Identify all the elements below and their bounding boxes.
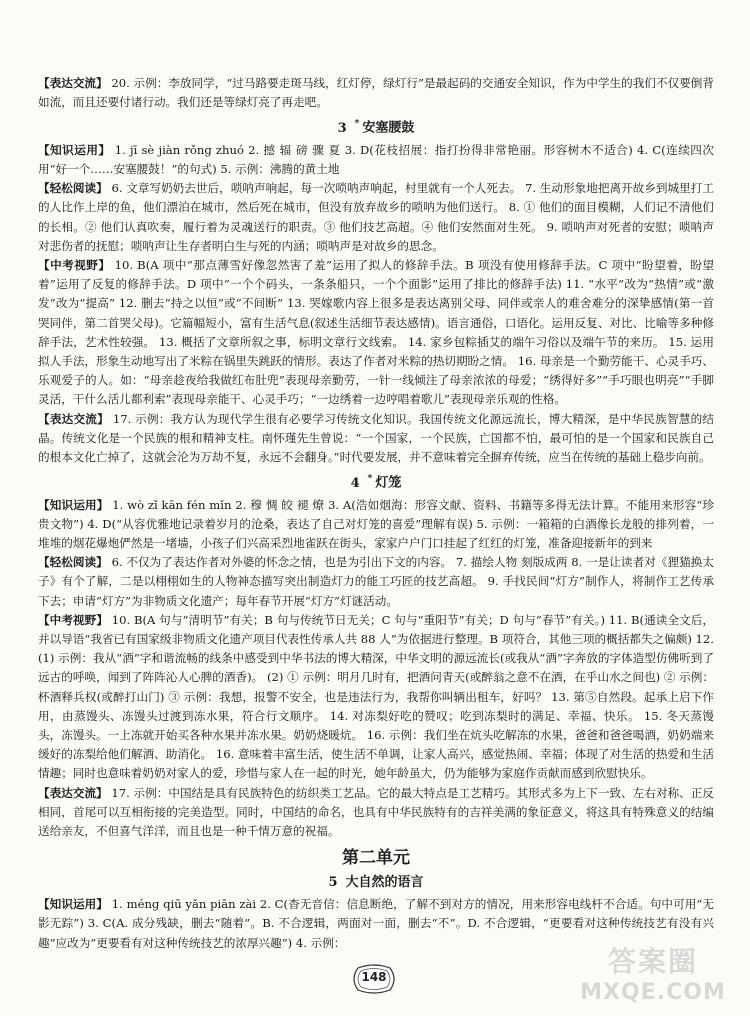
paragraph (38, 611, 714, 784)
lesson-title: 大自然的语言 (345, 875, 424, 891)
watermark-logo-text: 答案圈 (607, 945, 698, 978)
paragraph-text: 10. B(A 句与“清明节”有关；B 句与传统节日无关；C 句与“重阳节”有关；D 句与“春节”有关。) 11. B(通读全文后，并以导语“我省已有国家级非物质文化遗产项目代表性传承人共 88 人”为依据进行整理。B 项符合，其他三项的概括都失之偏颇) 12. (1) 示例：我从“酒”字和谐流畅的线条中感受到中华书法的博大精深，中华文明的源远流长(或我从“酒”字奔放的字体造型仿佛听到了远古的呼唤，闻到了阵阵沁人心脾的酒香)。 (2) ① 示例：明月几时有，把酒问青天(或醉翁之意不在酒，在乎山水之间也) ② 示例：杯酒释兵权(或醉打山门) ③ 示例：我想，报警不安全，也是违法行为，我帮你叫辆出租车，好吗？ 13. 第⑤自然段。起承上启下作用，由蒸馒头、冻馒头过渡到冻水果，符合行文顺序。 14. 对冻梨好吃的赞叹；吃到冻梨时的满足、幸福、快乐。 15. 冬天蒸馒头，冻馒头。一上冻就开始买各种水果并冻水果。奶奶烧暖炕。 16. 示例：我们坐在炕头吃解冻的水果，爸爸和爸爸喝酒，奶奶端来缓好的冻梨给他们解酒、助消化。 16. 意味着丰富生活，使生活不单调，让家人高兴，感觉热闹、幸福；体现了对生活的热爱和生活情趣；同时也意味着奶奶对家人的爱，珍惜与家人在一起的时光，她年龄虽大，仍为能够为家庭作贡献而感到欣慰快乐。 (38, 612, 714, 781)
lesson-title: 灯笼 (375, 475, 402, 491)
section-tag: 【知识运用】 (38, 497, 109, 512)
watermark (560, 940, 746, 1012)
page-number-text: 148 (361, 970, 387, 984)
paragraph-text: 6. 不仅为了表达作者对外婆的怀念之情，也是为引出下文的内容。 7. 描绘人物 刻版成两 8. 一是让读者对《狸猫换太子》有个了解，二是以栩栩如生的人物神态描写突出制造灯力的能工巧匠的技艺高超。 9. 手找民间“灯方”制作人，将制作工艺传承下去；申请“灯方”为非物质文化遗产；每年春节开展“灯方”灯谜活动。 (38, 555, 714, 608)
unit-title: 第二单元 (342, 848, 410, 869)
paragraph-text: 1. wò zǐ kān fén mǐn 2. 穆 惆 皎 褪 燎 3. A(浩如烟海：形容文献、资料、书籍等多得无法计算。不能用来形容“珍贵文物”) 4. D(“从容优雅地记录着岁月的沧桑，表达了自己对灯笼的喜爱”理解有误) 5. 示例：一箱箱的白酒像长龙般的排列着，一堆堆的烟花爆炮俨然是一堵墙，小孩子们兴高采烈地雀跃在街头，家家户户门口挂起了红红的灯笼，准备迎接新年的到来 (38, 497, 714, 550)
section-tag: 【表达交流】 (38, 785, 108, 800)
section-tag: 【轻松阅读】 (38, 555, 108, 570)
watermark-url: MXQE.COM (580, 980, 726, 1005)
lesson-number: 3 (337, 120, 347, 136)
section-tag: 【轻松阅读】 (38, 181, 108, 196)
section-tag: 【表达交流】 (38, 76, 108, 90)
paragraph (38, 496, 714, 554)
paragraph-text: 17. 示例：中国结是具有民族特色的纺织类工艺品。它的最大特点是工艺精巧。其形式多为上下一致、左右对称、正反相同，首尾可以互相衔接的完美造型。同时，中国结的命名，也具有中华民族特有的吉祥美满的象征意义，将这具有特殊意义的结编送给亲友，不但喜气洋洋，而且也是一种千情万意的祝福。 (38, 785, 714, 838)
paragraph (38, 553, 714, 611)
answer-content (38, 74, 714, 953)
paragraph-text: 6. 文章写奶奶去世后，唢呐声响起，每一次唢呐声响起，村里就有一个人死去。 7. 生动形象地把离开故乡到城里打工的人比作上岸的鱼，他们漂泊在城市，然后死在城市，但没有放弃故乡的唢呐为他们送行。 8. ① 他们的面目模糊，人们记不清他们的长相。② 他们认真吹奏，履行着为灵魂送行的职责。③ 他们技艺高超。④ 他们安然面对生死。 9. 唢呐声对死者的安慰；唢呐声对悲伤者的抚慰；唢呐声让生存者明白生与死的内涵；唢呐声是对故乡的思念。 (38, 181, 714, 253)
paragraph-text: 10. B(A 项中“那点薄雪好像忽然害了羞”运用了拟人的修辞手法。B 项没有使用修辞手法。C 项中“盼望着，盼望着”运用了反复的修辞手法。D 项中“一个个码头，一条条船只，一个个面影”运用了排比的修辞手法) 11. “水平”改为“热情”或“激发”改为“提高” 12. 删去“持之以恒”或“不间断” 13. 哭嫁歌内容上很多是表达离别父母、同伴或亲人的难舍难分的深挚感情(第一首哭同伴，第二首哭父母)。它篇幅短小，富有生活气息(叙述生活细节表达感情)。语言通俗，口语化。运用反复、对比、比喻等多种修辞手法，艺术性较强。 13. 概括了文章所叙之事，标明文章行文线索。 14. 家乡包粽插艾的端午习俗以及端午节的来历。 15. 运用拟人手法，形象生动地写出了米粽在锅里失跳跃的情形。表达了作者对米粽的热切期盼之情。 16. 母亲是一个勤劳能干、心灵手巧、乐观爱子的人。如：“母亲趁夜给我做红布肚兜”表现母亲勤劳，一针一线倾注了母亲浓浓的母爱；“绣得好多”“手巧眼也明亮”“手脚灵活，干什么活儿都利索”表现母亲能干、心灵手巧；“一边绣着一边哼唱着歌儿”表现母亲乐观的性格。 (38, 257, 714, 407)
paragraph-text: 1. jī sè jiàn rǒng zhuó 2. 撼 辐 磅 骤 夏 3. D(花枝招展：指打扮得非常艳丽。形容树木不适合) 4. C(连续四次用“好一个……安塞腰鼓！”的句式) 5. 示例：沸腾的黄土地 (38, 142, 714, 176)
paragraph (38, 179, 714, 256)
star-mark: * (354, 119, 360, 130)
paragraph-text: 20. 示例：李放同学，“过马路要走斑马线，红灯停，绿灯行”是最起码的交通安全知识，作为中学生的我们不仅要倒背如流，而且还要付诸行动。我们还是等绿灯亮了再走吧。 (38, 76, 714, 110)
paragraph (38, 141, 714, 179)
paragraph-text: 1. méng qiū yǎn piān zài 2. C(杳无音信：信息断绝，了解不到对方的情况，用来形容电线杆不合适。句中可用“无影无踪”) 3. C(A. 成分残缺，删去“随着”。B. 不合逻辑，两面对一面，删去“不”。D. 不合逻辑，“更要看对这种传统技艺有没有兴趣”应改为“更要看有对这种传统技艺的浓厚兴趣”) 4. 示例： (38, 897, 715, 950)
lesson-heading (38, 873, 714, 892)
lesson-heading (38, 115, 714, 137)
lesson-heading (38, 470, 714, 492)
section-tag: 【中考视野】 (38, 612, 109, 627)
section-tag: 【表达交流】 (38, 411, 109, 426)
lesson-number: 5 (328, 875, 338, 891)
page-number (352, 964, 396, 994)
paragraph (38, 784, 714, 842)
paragraph (38, 410, 714, 468)
star-mark: * (367, 474, 373, 485)
section-tag: 【知识运用】 (38, 142, 111, 157)
paragraph (38, 256, 714, 410)
section-tag: 【中考视野】 (38, 257, 111, 272)
section-tag: 【知识运用】 (38, 897, 108, 912)
lesson-title: 安塞腰鼓 (362, 120, 415, 136)
paragraph (38, 74, 714, 112)
lesson-number: 4 (350, 475, 360, 491)
paragraph-text: 17. 示例：我方认为现代学生很有必要学习传统文化知识。我国传统文化源远流长，博大精深，是中华民族智慧的结晶。传统文化是一个民族的根和精神支柱。南怀瑾先生曾说：“一个国家，一个民族，亡国都不怕，最可怕的是一个国家和民族自己的根本文化亡掉了，这就会沦为万劫不复，永远不会翻身。”时代要发展，并不意味着完全摒弃传统，应当在传统的基础上稳步向前。 (38, 411, 714, 464)
